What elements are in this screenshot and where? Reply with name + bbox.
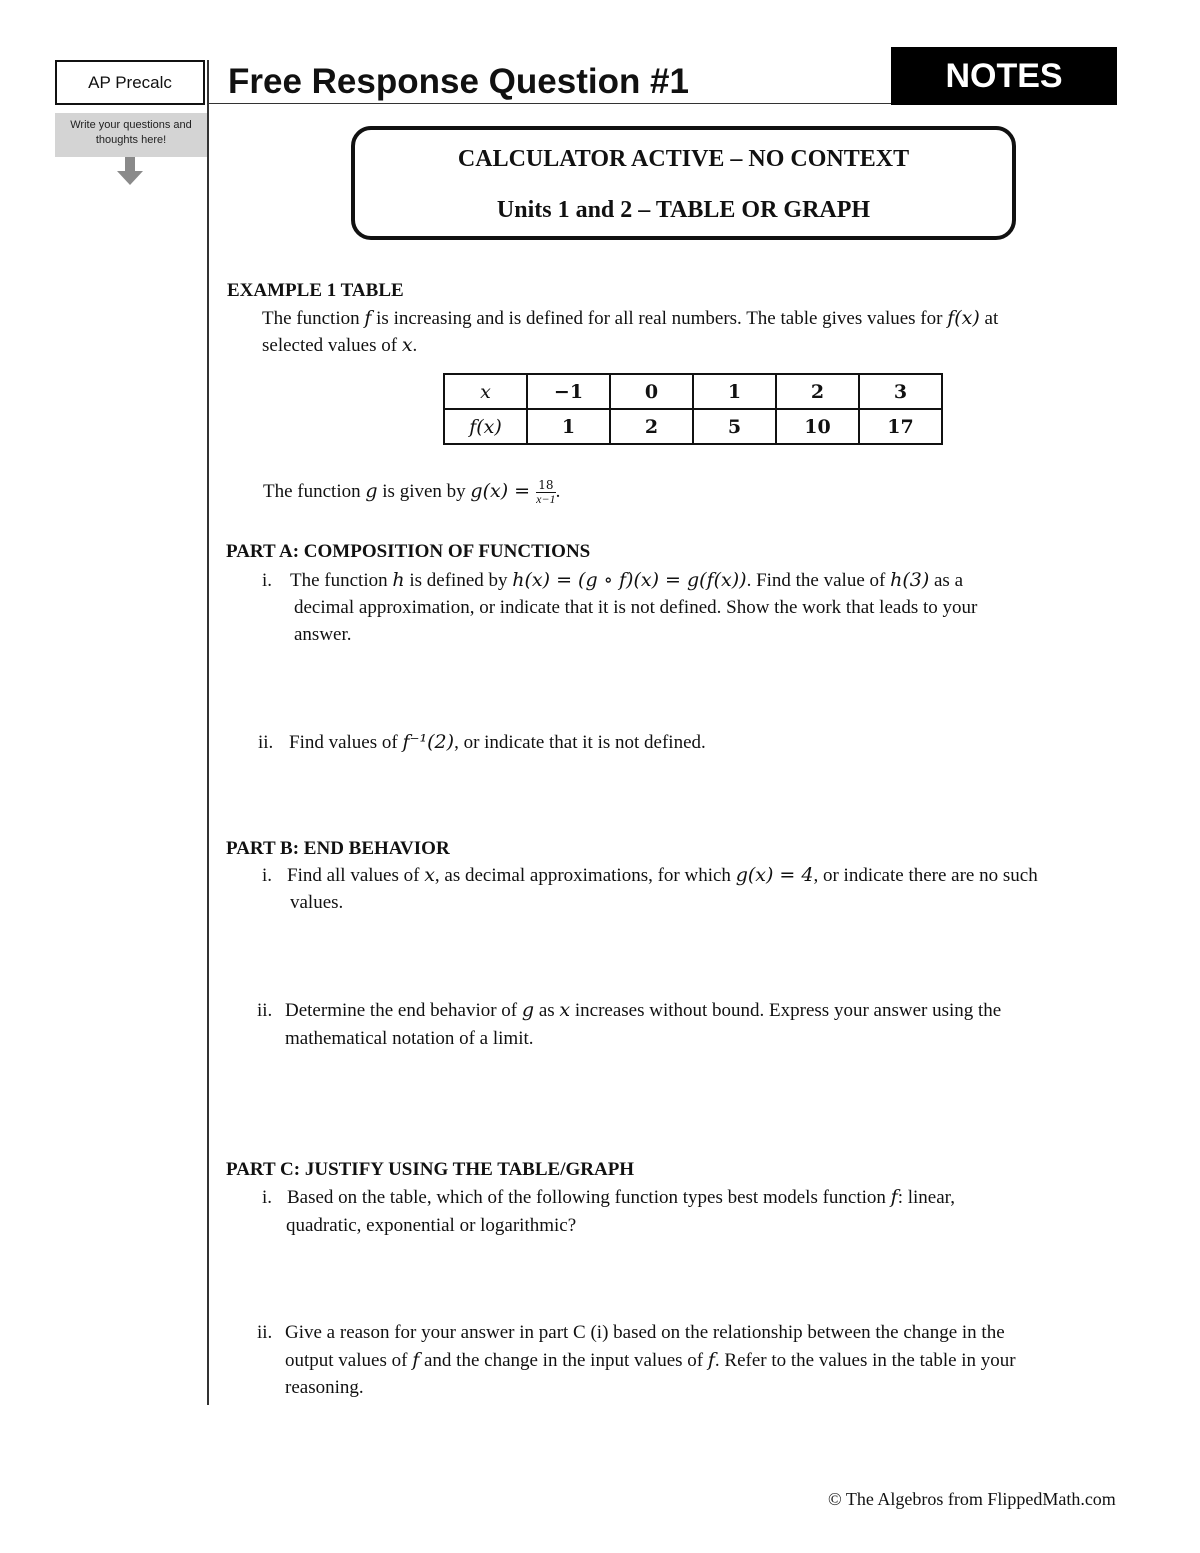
- banner-line-2: Units 1 and 2 – TABLE OR GRAPH: [496, 197, 871, 223]
- table-cell: 5: [693, 409, 776, 444]
- table-cell: 1: [527, 409, 610, 444]
- notes-column-divider: [207, 60, 209, 1405]
- part-c-q2-line-2: output values of f and the change in the input values of f. Refer to the values in the table in your: [285, 1349, 1016, 1371]
- table-cell: 10: [776, 409, 859, 444]
- part-a-heading: PART A: COMPOSITION OF FUNCTIONS: [226, 541, 591, 562]
- part-c-q2-line-1: ii. Give a reason for your answer in part C (i) based on the relationship between the change in the: [257, 1322, 1005, 1343]
- table-cell: 3: [859, 374, 942, 409]
- part-b-q2-line-1: ii. Determine the end behavior of g as x increases without bound. Express your answer using the: [257, 999, 1002, 1021]
- table-header-fx: f(x): [444, 409, 527, 444]
- example-heading: EXAMPLE 1 TABLE: [227, 280, 404, 301]
- part-b-q2-line-2: mathematical notation of a limit.: [285, 1028, 534, 1049]
- g-fraction: $\frac{18}{x-1}$: [536, 478, 556, 507]
- part-c-q2-line-3: reasoning.: [285, 1377, 364, 1398]
- part-a-q1-line-1: i. The function h is defined by h(x) = (g ∘ f)(x) = g(f(x)). Find the value of h(3) as a: [262, 569, 964, 591]
- part-a-q2: ii. Find values of f⁻¹(2), or indicate that it is not defined.: [258, 731, 706, 753]
- topic-banner: [351, 126, 1016, 240]
- g-definition: The function g is given by g(x) = $\frac{18}{x-1}$ .: [263, 478, 561, 507]
- example-intro-line-1: The function f is increasing and is defined for all real numbers. The table gives values for f(x) at: [262, 307, 999, 329]
- values-table: [443, 373, 943, 445]
- part-b-q1-line-2: values.: [290, 892, 344, 913]
- table-cell: 0: [610, 374, 693, 409]
- down-arrow-icon: [115, 157, 145, 187]
- table-cell: −1: [527, 374, 610, 409]
- table-row: [444, 374, 942, 409]
- notes-hint: Write your questions and thoughts here!: [55, 113, 207, 157]
- course-label: AP Precalc: [55, 60, 205, 105]
- part-c-q1-line-2: quadratic, exponential or logarithmic?: [286, 1215, 577, 1236]
- table-cell: 17: [859, 409, 942, 444]
- table-cell: 2: [610, 409, 693, 444]
- table-cell: 2: [776, 374, 859, 409]
- table-cell: 1: [693, 374, 776, 409]
- page-title: Free Response Question #1: [228, 62, 689, 101]
- part-b-q1-line-1: i. Find all values of x, as decimal approximations, for which g(x) = 4, or indicate there are no such: [262, 864, 1038, 886]
- part-a-q1-line-3: answer.: [294, 624, 352, 645]
- table-header-x: x: [444, 374, 527, 409]
- copyright-footer: © The Algebros from FlippedMath.com: [828, 1489, 1116, 1509]
- example-intro-line-2: selected values of x.: [262, 334, 418, 356]
- part-c-heading: PART C: JUSTIFY USING THE TABLE/GRAPH: [226, 1159, 635, 1180]
- part-c-q1-line-1: i. Based on the table, which of the following function types best models function f: linear,: [262, 1186, 955, 1208]
- part-a-q1-line-2: decimal approximation, or indicate that it is not defined. Show the work that leads to your: [294, 597, 978, 618]
- part-b-heading: PART B: END BEHAVIOR: [226, 838, 450, 859]
- notes-badge: NOTES: [891, 47, 1117, 105]
- table-row: [444, 409, 942, 444]
- banner-line-1: CALCULATOR ACTIVE – NO CONTEXT: [457, 146, 910, 172]
